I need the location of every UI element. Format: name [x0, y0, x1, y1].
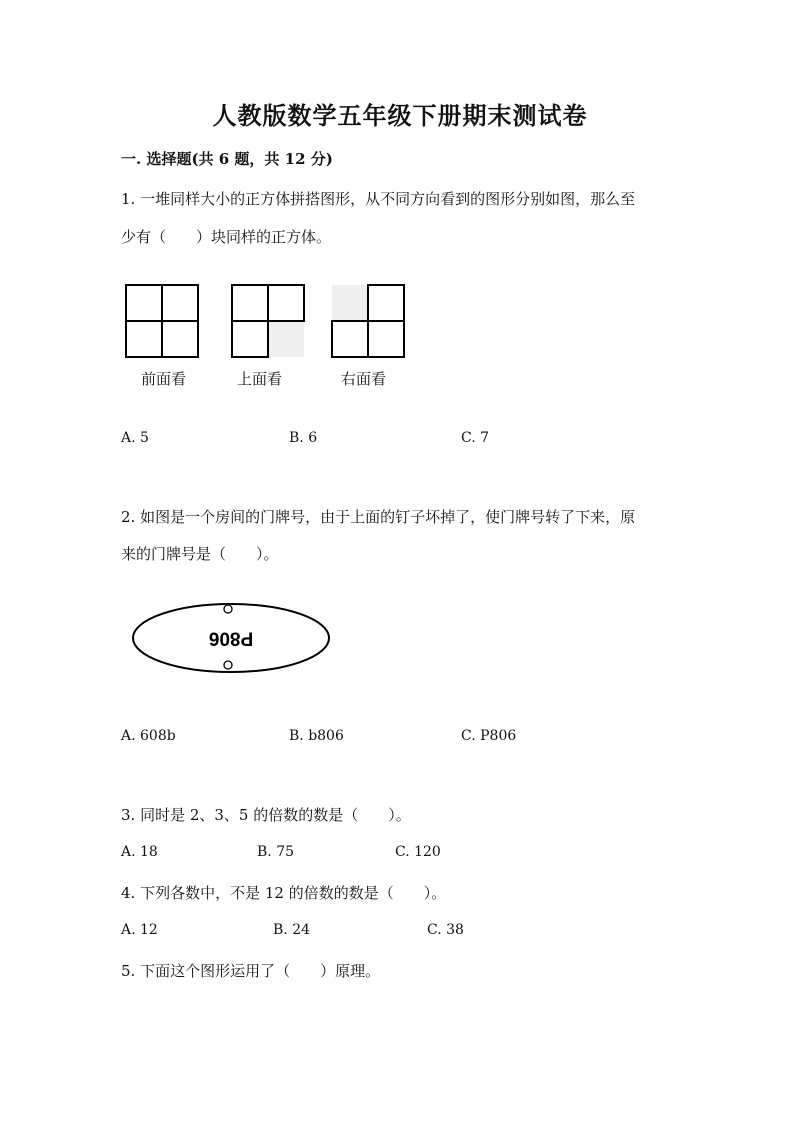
- right-view-figure: [330, 283, 408, 359]
- question-4-option-a: A. 12: [121, 922, 158, 938]
- door-plate-number: P806: [208, 627, 254, 649]
- door-plate-figure: [130, 601, 332, 675]
- question-4-option-c: C. 38: [427, 922, 464, 938]
- question-2-option-a: A. 608b: [121, 728, 176, 744]
- front-view-figure: [124, 283, 202, 359]
- question-4-option-b: B. 24: [273, 922, 311, 938]
- question-2-line-1: 2. 如图是一个房间的门牌号，由于上面的钉子坏掉了，使门牌号转了下来，原: [121, 508, 636, 526]
- question-3-line-1: 3. 同时是 2、3、5 的倍数的数是（ ）。: [121, 806, 411, 824]
- front-view-label: 前面看: [141, 370, 187, 388]
- question-1-line-2: 少有（ ）块同样的正方体。: [121, 228, 332, 246]
- top-view-label: 上面看: [237, 370, 283, 388]
- question-3-option-a: A. 18: [121, 844, 158, 860]
- question-3-option-c: C. 120: [395, 844, 441, 860]
- question-2-line-2: 来的门牌号是（ ）。: [121, 545, 279, 563]
- top-view-figure: [230, 283, 308, 359]
- question-1-line-1: 1. 一堆同样大小的正方体拼搭图形，从不同方向看到的图形分别如图，那么至: [121, 190, 636, 208]
- page-title: 人教版数学五年级下册期末测试卷: [212, 101, 588, 130]
- question-1-option-c: C. 7: [461, 430, 490, 446]
- question-1-option-b: B. 6: [289, 430, 318, 446]
- right-view-label: 右面看: [341, 370, 387, 388]
- question-2-option-c: C. P806: [461, 728, 517, 744]
- section-heading: 一. 选择题(共 6 题，共 12 分): [121, 150, 333, 168]
- question-5-line-1: 5. 下面这个图形运用了（ ）原理。: [121, 962, 381, 980]
- question-1-option-a: A. 5: [121, 430, 149, 446]
- question-2-option-b: B. b806: [289, 728, 344, 744]
- question-3-option-b: B. 75: [257, 844, 295, 860]
- question-4-line-1: 4. 下列各数中，不是 12 的倍数的数是（ ）。: [121, 884, 447, 902]
